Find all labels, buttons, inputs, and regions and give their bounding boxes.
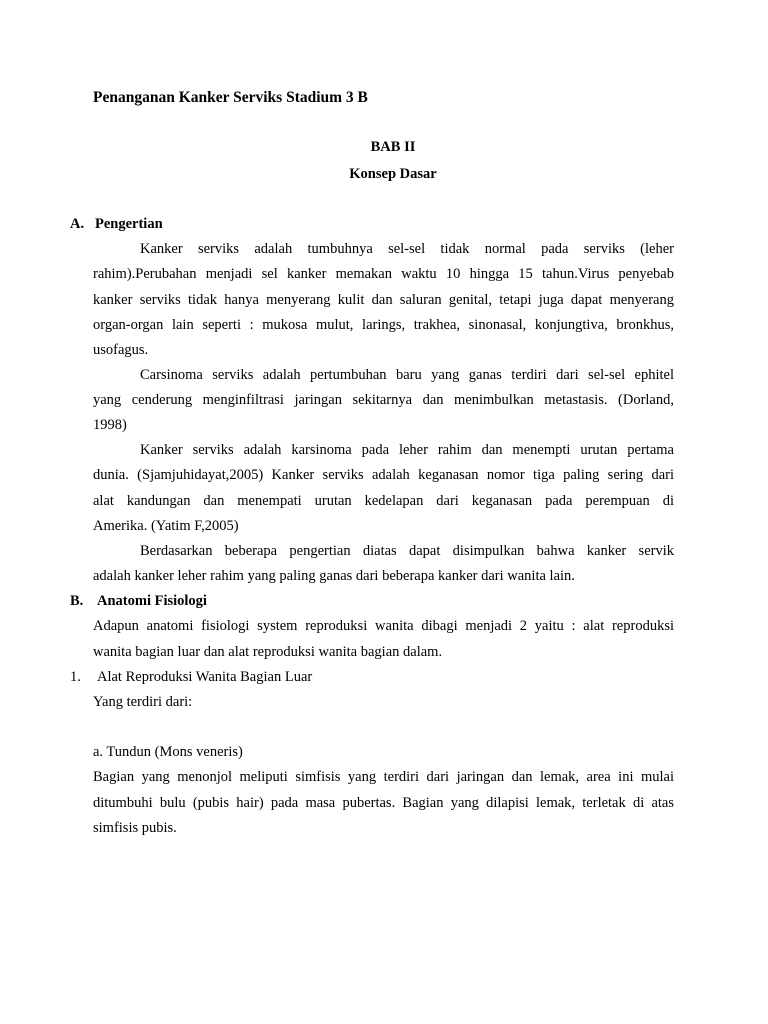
paragraph-line: wanita bagian luar dan alat reproduksi wanita bagian dalam.: [93, 644, 443, 660]
paragraph-line: alat kandungan dan menempati urutan kedelapan dari keganasan pada perempuan di: [93, 493, 674, 509]
paragraph-line: adalah kanker leher rahim yang paling ganas dari beberapa kanker dari wanita lain.: [93, 568, 575, 584]
paragraph-line: usofagus.: [93, 342, 149, 358]
section-b-letter: B.: [70, 593, 84, 609]
paragraph-line: dunia. (Sjamjuhidayat,2005) Kanker serviks adalah keganasan nomor tiga paling sering dari: [93, 467, 674, 483]
chapter-subtitle: Konsep Dasar: [349, 166, 437, 182]
paragraph-line: 1998): [93, 417, 127, 433]
paragraph-line: kanker serviks tidak hanya menyerang kulit dan saluran genital, tetapi juga dapat menyerang: [93, 292, 674, 308]
paragraph-line: Amerika. (Yatim F,2005): [93, 518, 239, 534]
section-a-letter: A.: [70, 216, 85, 232]
paragraph-line: ditumbuhi bulu (pubis hair) pada masa pubertas. Bagian yang dilapisi lemak, terletak di atas: [93, 795, 674, 811]
section-a-heading: Pengertian: [95, 216, 163, 232]
paragraph-line: Kanker serviks adalah karsinoma pada leher rahim dan menempti urutan pertama: [140, 442, 674, 458]
chapter-heading: BAB II: [370, 139, 416, 155]
list-item-number: 1.: [70, 669, 81, 685]
paragraph-line: Adapun anatomi fisiologi system reproduksi wanita dibagi menjadi 2 yaitu : alat reproduksi: [93, 618, 674, 634]
paragraph-line: rahim).Perubahan menjadi sel kanker memakan waktu 10 hingga 15 tahun.Virus penyebab: [93, 266, 674, 282]
paragraph-line: yang cenderung menginfiltrasi jaringan sekitarnya dan menimbulkan metastasis. (Dorland,: [93, 392, 674, 408]
paragraph-line: Kanker serviks adalah tumbuhnya sel-sel tidak normal pada serviks (leher: [140, 241, 674, 257]
list-item-intro: Yang terdiri dari:: [93, 694, 193, 710]
section-b-heading: Anatomi Fisiologi: [97, 593, 207, 609]
paragraph-line: simfisis pubis.: [93, 820, 177, 836]
paragraph-line: organ-organ lain seperti : mukosa mulut, larings, trakhea, sinonasal, konjungtiva, bronkhus,: [93, 317, 674, 333]
document-title: Penanganan Kanker Serviks Stadium 3 B: [93, 89, 368, 106]
paragraph-line: Bagian yang menonjol meliputi simfisis yang terdiri dari jaringan dan lemak, area ini mulai: [93, 769, 674, 785]
paragraph-line: Berdasarkan beberapa pengertian diatas dapat disimpulkan bahwa kanker servik: [140, 543, 674, 559]
paragraph-line: Carsinoma serviks adalah pertumbuhan baru yang ganas terdiri dari sel-sel ephitel: [140, 367, 674, 383]
list-item-title: Alat Reproduksi Wanita Bagian Luar: [97, 669, 313, 685]
sub-item-title: a. Tundun (Mons veneris): [93, 744, 243, 760]
